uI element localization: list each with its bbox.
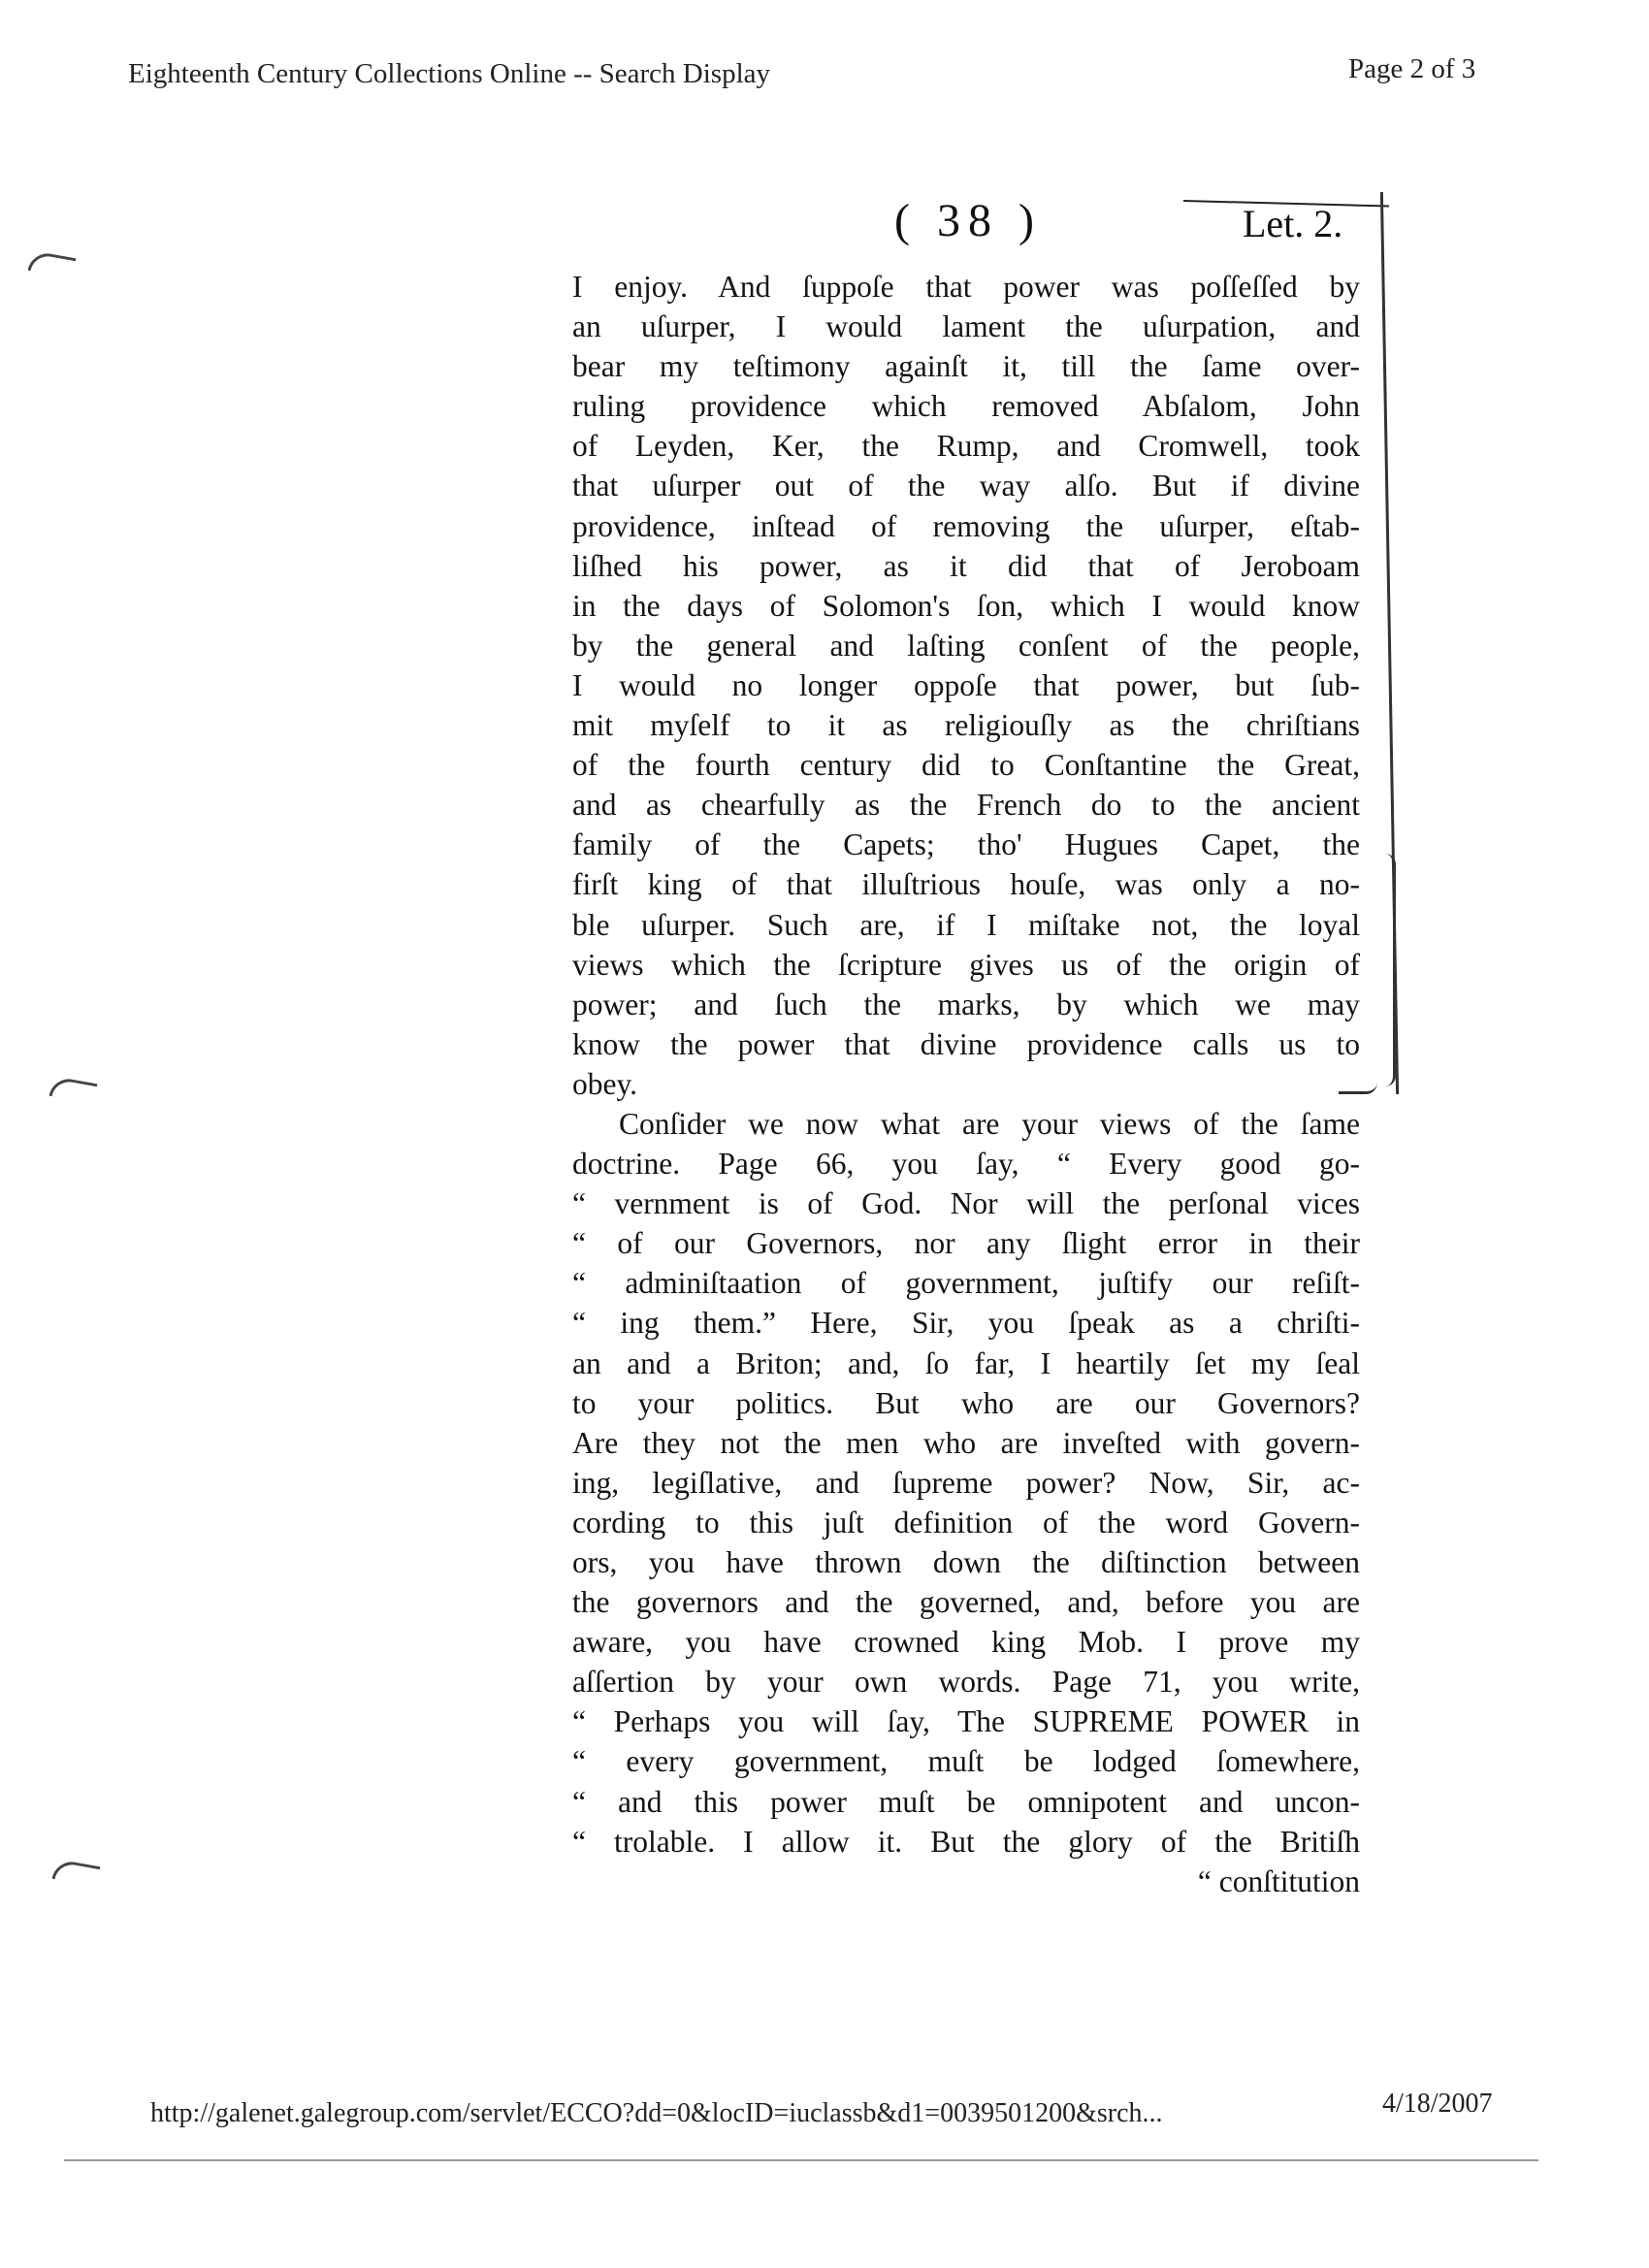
text-line: “ vernment is of God. Nor will the perſonal vices <box>572 1186 1360 1221</box>
text-line: cording to this juſt definition of the word Govern- <box>572 1505 1360 1539</box>
text-line: providence, inſtead of removing the uſurper, eſtab- <box>572 508 1360 543</box>
text-line: of Leyden, Ker, the Rump, and Cromwell, took <box>572 429 1360 464</box>
text-line: an uſurper, I would lament the uſurpation, and <box>572 309 1360 344</box>
text-line: power; and ſuch the marks, by which we may <box>572 987 1360 1021</box>
text-line: views which the ſcripture gives us of the origin of <box>572 947 1360 982</box>
text-line: obey. <box>572 1066 638 1101</box>
document-source-title: Eighteenth Century Collections Online -- Search Display <box>128 58 771 89</box>
text-line: firſt king of that illuſtrious houſe, was only a no- <box>572 867 1360 902</box>
text-line: the governors and the governed, and, before you are <box>572 1585 1360 1620</box>
punch-hole-mark <box>49 1076 98 1104</box>
text-line: I would no longer oppoſe that power, but ſub- <box>572 667 1360 702</box>
text-line: “ and this power muſt be omnipotent and uncon- <box>572 1784 1360 1819</box>
text-line: doctrine. Page 66, you ſay, “ Every good go- <box>572 1147 1360 1182</box>
text-line: Conſider we now what are your views of the ſame <box>619 1106 1360 1141</box>
text-line: “ trolable. I allow it. But the glory of the Britiſh <box>572 1824 1360 1859</box>
text-line: an and a Briton; and, ſo far, I heartily ſet my ſeal <box>572 1345 1360 1380</box>
text-line: by the general and laſting conſent of the people, <box>572 628 1360 663</box>
catchword: “ conſtitution <box>1197 1863 1360 1898</box>
text-line: ble uſurper. Such are, if I miſtake not, the loyal <box>572 907 1360 942</box>
scan-running-head: Let. 2. <box>1243 202 1343 245</box>
text-line: “ adminiſtaation of government, juſtify our reſiſt- <box>572 1266 1360 1301</box>
scanned-page-text <box>572 267 1360 1901</box>
page-indicator: Page 2 of 3 <box>1348 53 1476 84</box>
source-url: http://galenet.galegroup.com/servlet/ECCO?dd=0&locID=iuclassb&d1=0039501200&srch... <box>150 2098 1163 2128</box>
text-line: ors, you have thrown down the diſtinction between <box>572 1545 1360 1579</box>
text-line: “ ing them.” Here, Sir, you ſpeak as a chriſti- <box>572 1306 1360 1341</box>
text-line: liſhed his power, as it did that of Jeroboam <box>572 548 1360 583</box>
print-date: 4/18/2007 <box>1382 2089 1493 2119</box>
scan-page-number: ( 38 ) <box>894 195 1042 246</box>
text-line: “ of our Governors, nor any ſlight error in their <box>572 1226 1360 1261</box>
text-line: “ Perhaps you will ſay, The SUPREME POWER in <box>572 1704 1360 1739</box>
margin-bracket-lower <box>1385 854 1396 1086</box>
footer-rule <box>64 2159 1538 2161</box>
text-line: that uſurper out of the way alſo. But if divine <box>572 469 1360 503</box>
punch-hole-mark <box>52 1859 101 1887</box>
text-line: ruling providence which removed Abſalom, John <box>572 389 1360 424</box>
text-line: I enjoy. And ſuppoſe that power was poſſeſſed by <box>572 270 1360 304</box>
text-line: Are they not the men who are inveſted with govern- <box>572 1425 1360 1460</box>
text-line: aware, you have crowned king Mob. I prove my <box>572 1625 1360 1660</box>
text-line: ing, legiſlative, and ſupreme power? Now, Sir, ac- <box>572 1465 1360 1500</box>
text-line: family of the Capets; tho' Hugues Capet, the <box>572 827 1360 862</box>
text-line: of the fourth century did to Conſtantine the Great, <box>572 748 1360 783</box>
text-line: know the power that divine providence calls us to <box>572 1026 1360 1061</box>
punch-hole-mark <box>28 250 77 278</box>
text-line: “ every government, muſt be lodged ſomewhere, <box>572 1744 1360 1779</box>
text-line: to your politics. But who are our Governors? <box>572 1385 1360 1420</box>
text-line: and as chearfully as the French do to the ancient <box>572 788 1360 823</box>
text-line: bear my teſtimony againſt it, till the ſame over- <box>572 349 1360 384</box>
text-line: aſſertion by your own words. Page 71, you write, <box>572 1665 1360 1700</box>
text-line: mit myſelf to it as religiouſly as the chriſtians <box>572 708 1360 743</box>
text-line: in the days of Solomon's ſon, which I would know <box>572 588 1360 623</box>
